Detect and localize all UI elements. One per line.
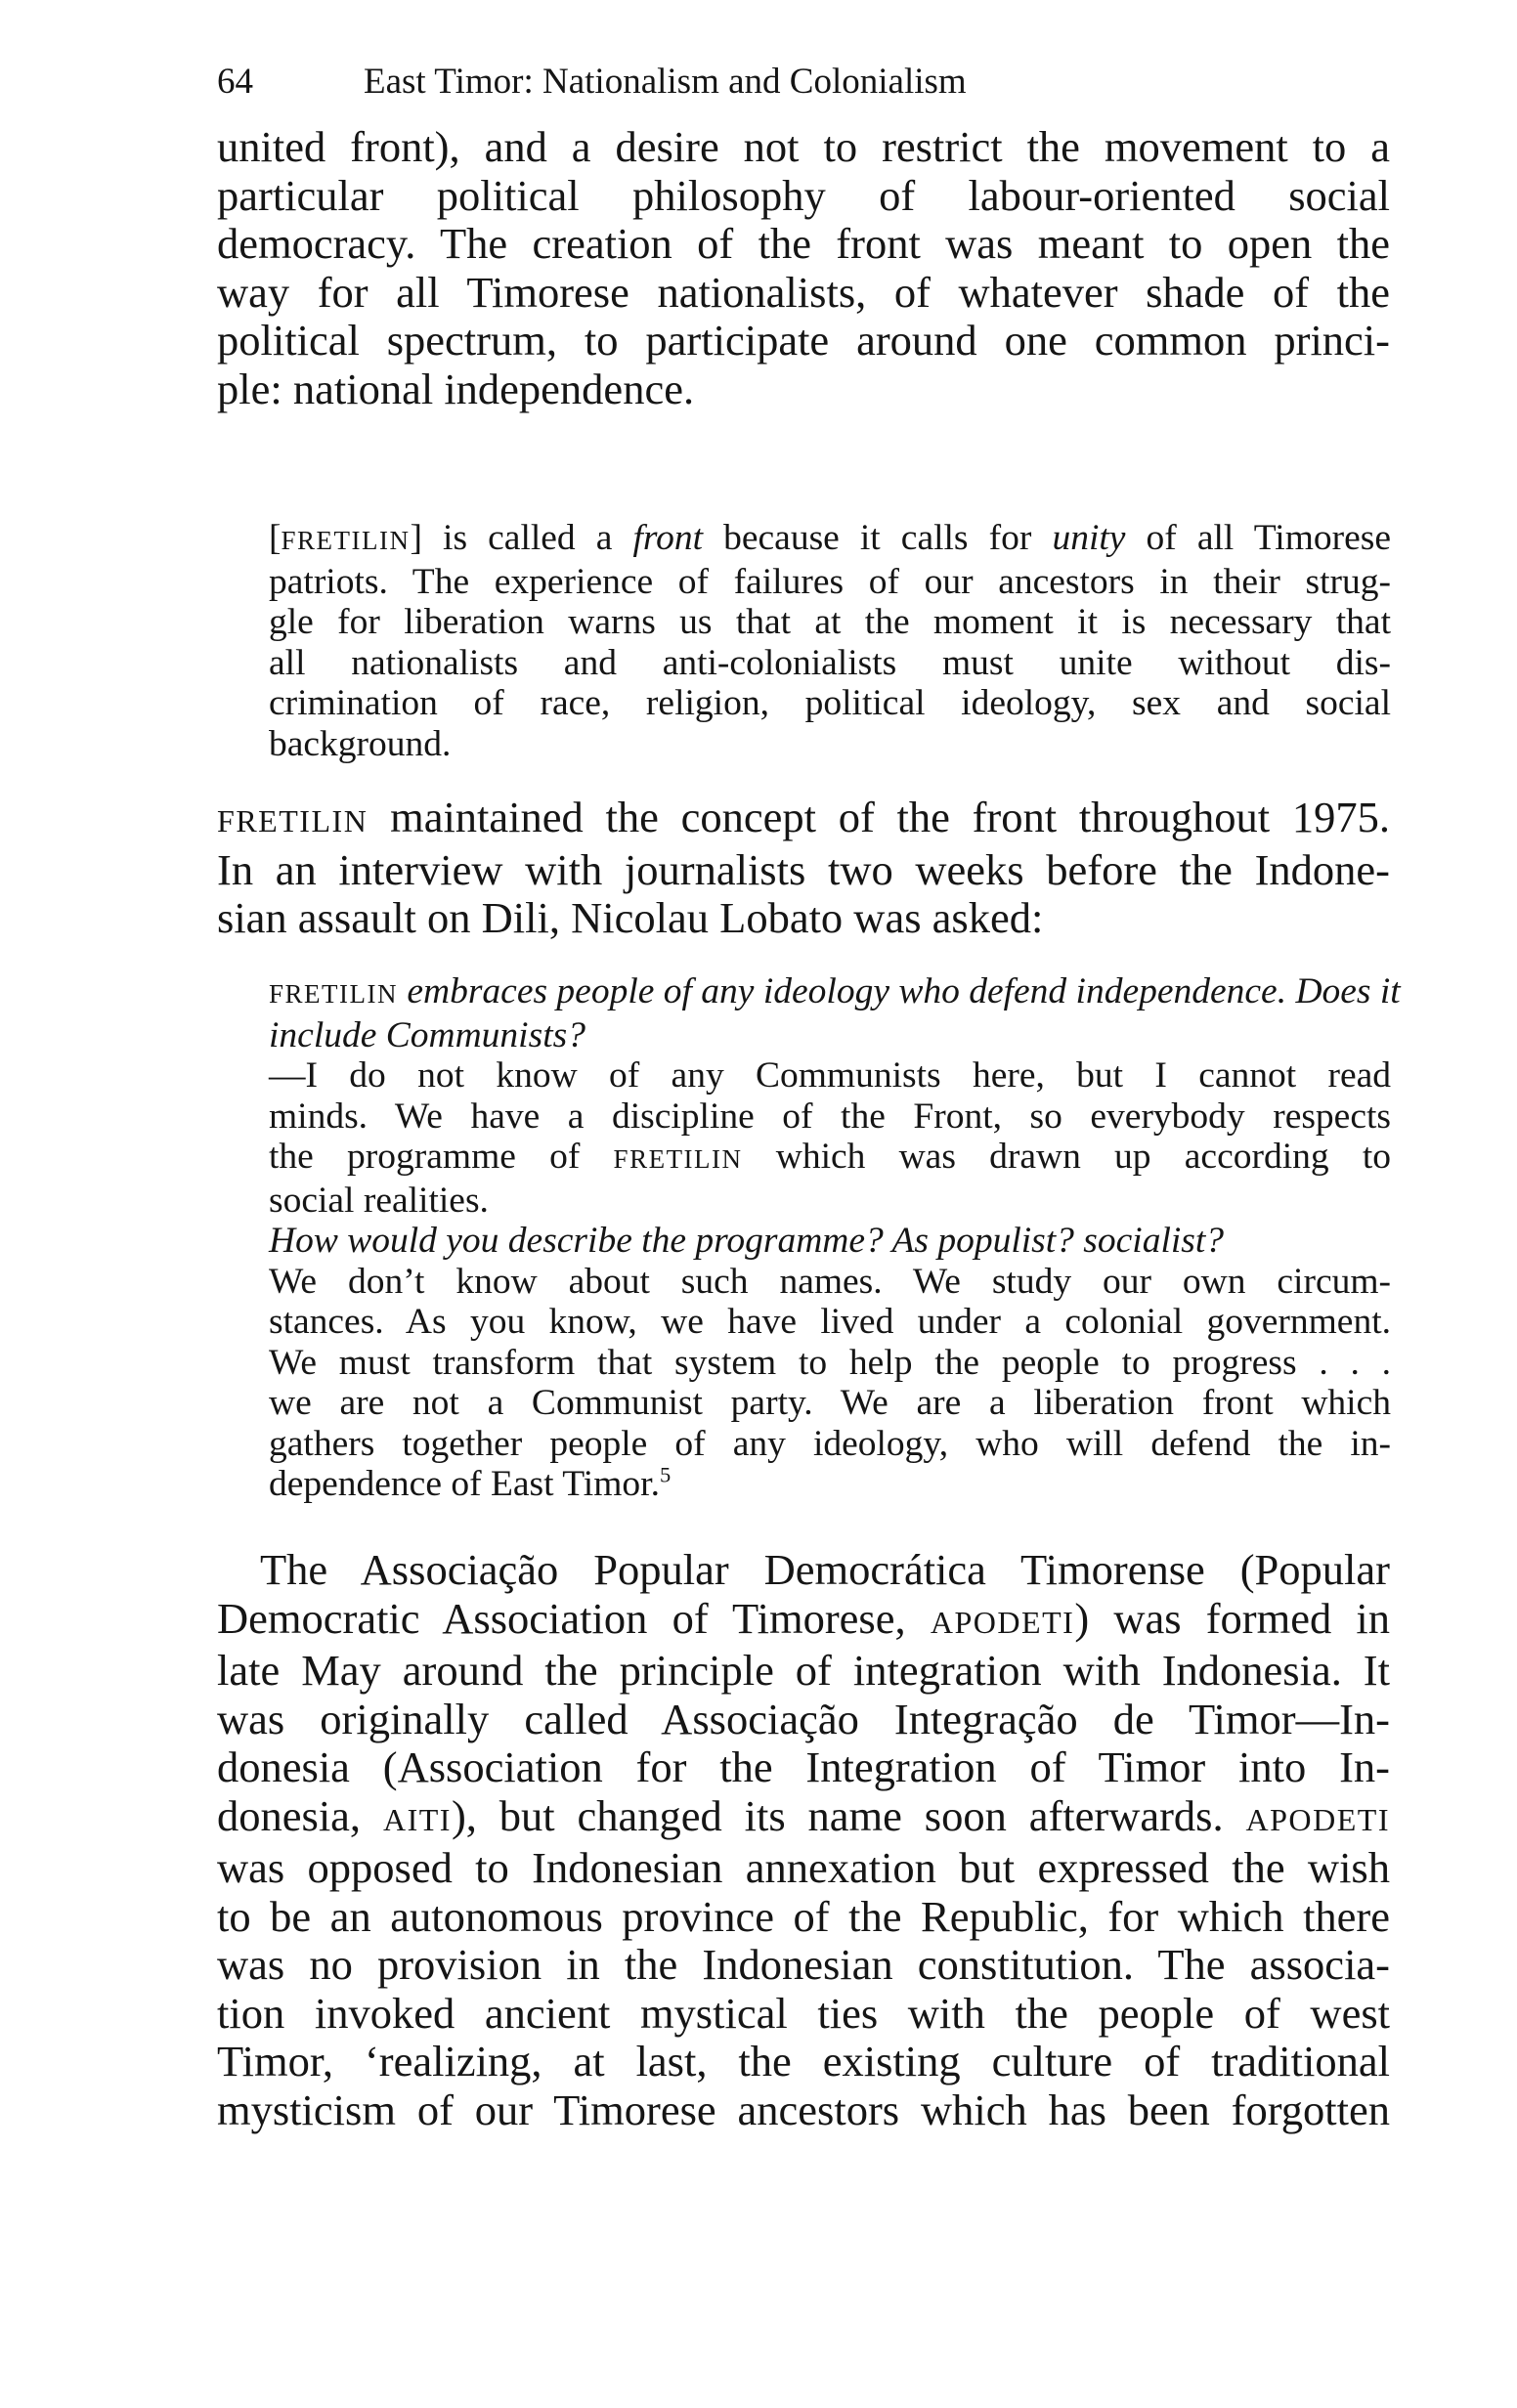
text-line: to be an autonomous province of the Republic, for which there (217, 1891, 1390, 1941)
text-line: tion invoked ancient mystical ties with the people of west (217, 1988, 1390, 2038)
text-run: ] is called a (410, 518, 633, 558)
text-line (269, 518, 1391, 562)
text-line: mysticism of our Timorese ancestors which has been forgotten (217, 2085, 1390, 2134)
small-caps-run: FRETILIN (281, 526, 411, 555)
answer-line: gathers together people of any ideology, who will defend the in- (269, 1423, 1391, 1464)
answer-line: minds. We have a discipline of the Front, so everybody respects (269, 1096, 1391, 1137)
answer-line: We must transform that system to help the people to progress . . . (269, 1342, 1391, 1383)
answer-line: —I do not know of any Communists here, but I cannot read (269, 1055, 1391, 1096)
text-run: ), but changed its name soon afterwards. (451, 1790, 1246, 1840)
italic-run: unity (1052, 518, 1126, 558)
text-run: Democratic Association of Timorese, (217, 1593, 931, 1643)
text-line: united front), and a desire not to restrict the movement to a (217, 122, 1390, 171)
text-run: ) was formed in (1074, 1593, 1391, 1643)
text-line: sian assault on Dili, Nicolau Lobato was asked: (217, 893, 1044, 942)
text-run: the programme of (269, 1137, 614, 1177)
text-run: donesia, (217, 1790, 383, 1840)
text-line: donesia (Association for the Integration of Timor into In- (217, 1742, 1390, 1791)
text-line: democracy. The creation of the front was meant to open the (217, 219, 1390, 268)
text-line: particular political philosophy of labour-oriented social (217, 170, 1390, 220)
paragraph-1 (217, 123, 1390, 413)
text-run: which was drawn up according to (742, 1137, 1391, 1177)
text-line: was originally called Associação Integração de Timor—In- (217, 1694, 1390, 1743)
footnote-ref: 5 (659, 1462, 672, 1487)
block-quote-1 (269, 518, 1391, 764)
text-run: because it calls for (703, 518, 1053, 558)
paragraph-2 (217, 794, 1390, 943)
text-line: background. (269, 723, 452, 764)
text-line: political spectrum, to participate around one common princi- (217, 316, 1390, 365)
text-line: late May around the principle of integration with Indonesia. It (217, 1646, 1390, 1695)
question-line (269, 971, 1401, 1015)
answer-line (269, 1137, 1391, 1181)
question-line: include Communists? (269, 1014, 585, 1055)
text-run: of all Timorese (1125, 518, 1392, 558)
text-line: all nationalists and anti-colonialists must unite without dis- (269, 642, 1391, 683)
small-caps-run: AITI (382, 1801, 452, 1837)
text-line: was opposed to Indonesian annexation but expressed the wish (217, 1843, 1390, 1892)
text-line: crimination of race, religion, political ideology, sex and social (269, 683, 1391, 723)
text-line (217, 794, 1390, 846)
small-caps-run: FRETILIN (269, 979, 398, 1009)
question-line: How would you describe the programme? As populist? socialist? (269, 1221, 1225, 1261)
text-line: way for all Timorese nationalists, of whatever shade of the (217, 267, 1390, 317)
text-run: [ (269, 518, 282, 558)
text-line: patriots. The experience of failures of our ancestors in their strug- (269, 561, 1391, 602)
answer-line (269, 1464, 1391, 1505)
paragraph-3 (217, 1546, 1390, 2134)
text-line (217, 1595, 1390, 1648)
text-line (217, 1792, 1390, 1845)
small-caps-run: APODETI (930, 1604, 1075, 1640)
answer-line: stances. As you know, we have lived under a colonial government. (269, 1302, 1391, 1342)
running-head (217, 61, 967, 104)
italic-run: front (632, 518, 704, 558)
text-line: gle for liberation warns us that at the moment it is necessary that (269, 602, 1391, 642)
answer-line: social realities. (269, 1180, 489, 1221)
text-run: dependence of East Timor. (269, 1464, 660, 1504)
interview-block (269, 971, 1401, 1505)
answer-line: We don’t know about such names. We study our own circum- (269, 1261, 1391, 1302)
text-run: maintained the concept of the front throughout 1975. (368, 793, 1390, 841)
small-caps-run: FRETILIN (217, 803, 368, 838)
small-caps-run: APODETI (1245, 1801, 1390, 1837)
text-line: ple: national independence. (217, 364, 695, 413)
page-number: 64 (217, 62, 253, 102)
text-line: In an interview with journalists two weeks before the Indone- (217, 844, 1390, 894)
text-line: was no provision in the Indonesian constitution. The associa- (217, 1940, 1390, 1989)
italic-run: embraces people of any ideology who defend independence. Does it (397, 971, 1401, 1011)
answer-line: we are not a Communist party. We are a liberation front which (269, 1383, 1391, 1423)
text-line: The Associação Popular Democrática Timorense (Popular (260, 1545, 1390, 1594)
small-caps-run: FRETILIN (613, 1144, 743, 1174)
running-title: East Timor: Nationalism and Colonialism (364, 62, 967, 102)
text-line: Timor, ‘realizing, at last, the existing culture of traditional (217, 2037, 1390, 2086)
